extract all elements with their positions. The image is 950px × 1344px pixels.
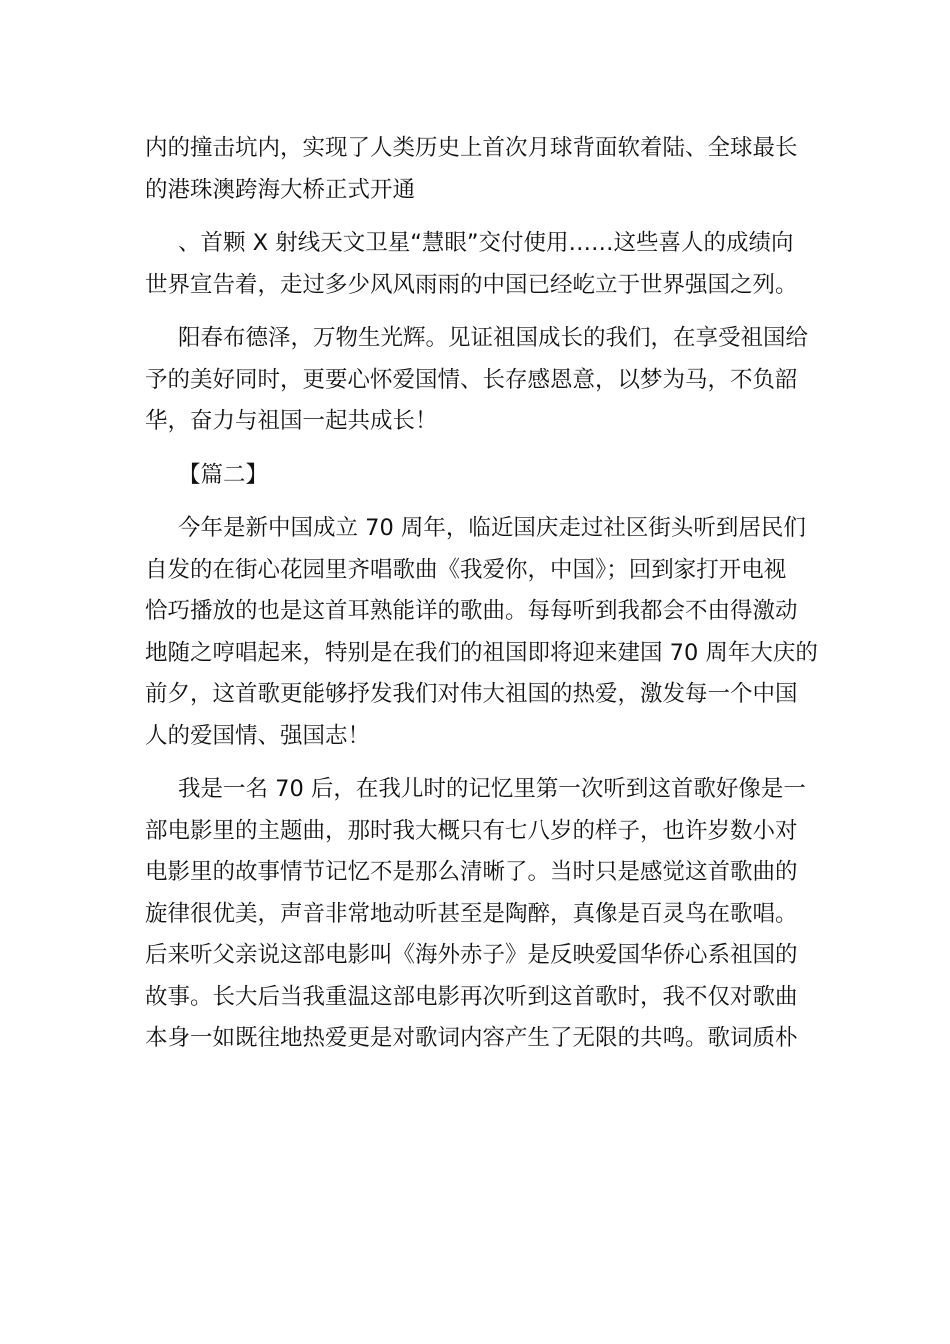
paragraph-3 [145,318,810,443]
text-line: 我是一名 70 后，在我儿时的记忆里第一次听到这首歌好像是一 [178,776,806,802]
text-line: 华，奋力与祖国一起共成长！ [145,408,438,434]
document-body [145,128,818,1060]
text-line: 旋律很优美，声音非常地动听甚至是陶醉，真像是百灵鸟在歌唱。 [145,900,798,927]
paragraph-1 [145,128,810,211]
text-line: 后来听父亲说这部电影叫《海外赤子》是反映爱国华侨心系祖国的 [145,942,798,968]
text-line: 恰巧播放的也是这首耳熟能详的歌曲。每每听到我都会不由得激动 [145,598,798,624]
section-heading [145,455,810,497]
text-line: 、首颗 X 射线天文卫星“慧眼”交付使用……这些喜人的成绩向 [178,230,794,256]
text-line: 部电影里的主题曲，那时我大概只有七八岁的样子，也许岁数小对 [145,817,798,844]
text-line: 前夕，这首歌更能够抒发我们对伟大祖国的热爱，激发每一个中国 [145,681,798,707]
text-line: 电影里的故事情节记忆不是那么清晰了。当时只是感觉这首歌曲的 [145,859,798,885]
text-line: 今年是新中国成立 70 周年，临近国庆走过社区街头听到居民们 [178,515,806,541]
paragraph-2 [145,223,810,306]
text-line: 内的撞击坑内，实现了人类历史上首次月球背面软着陆、全球最长 [145,135,798,161]
text-line: 的港珠澳跨海大桥正式开通 [145,176,416,203]
text-line: 自发的在街心花园里齐唱歌曲《我爱你，中国》；回到家打开电视 [145,556,787,583]
heading-text: 【篇二】 [178,461,269,488]
text-line: 世界宣告着，走过多少风风雨雨的中国已经屹立于世界强国之列。 [145,271,798,298]
text-line: 故事。长大后当我重温这部电影再次听到这首歌时，我不仅对歌曲 [145,983,798,1010]
text-line: 本身一如既往地热爱更是对歌词内容产生了无限的共鸣。歌词质朴 [145,1025,798,1051]
text-line: 予的美好同时，更要心怀爱国情、长存感恩意，以梦为马，不负韶 [145,366,798,393]
text-line: 阳春布德泽，万物生光辉。见证祖国成长的我们，在享受祖国给 [178,325,809,351]
text-line: 地随之哼唱起来，特别是在我们的祖国即将迎来建国 70 周年大庆的 [145,639,818,666]
text-line: 人的爱国情、强国志！ [145,722,371,749]
paragraph-6 [145,769,810,1060]
paragraph-5 [145,508,818,757]
